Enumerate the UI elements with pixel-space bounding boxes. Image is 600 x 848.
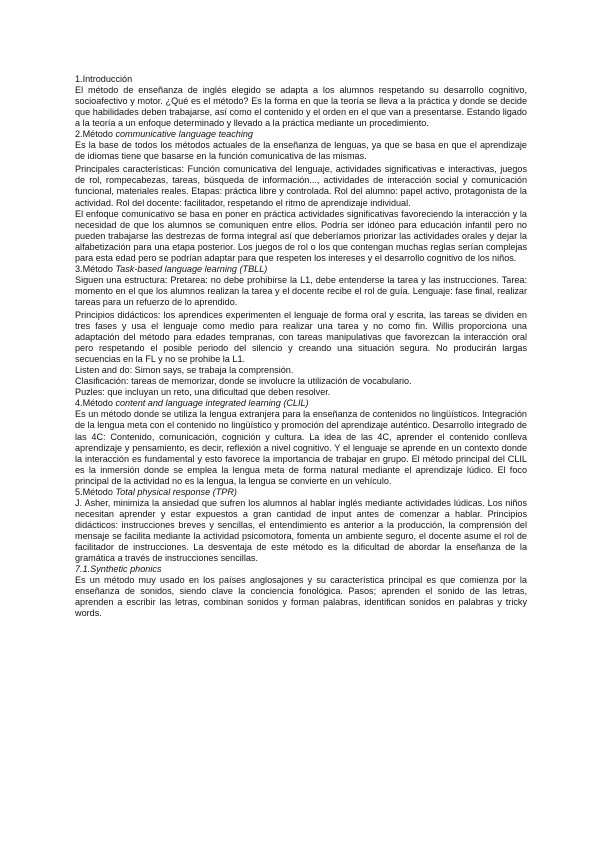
heading-text: 5.Método	[75, 486, 116, 497]
heading-text: 1.Introducción	[75, 74, 133, 84]
heading-text: 4.Método	[75, 398, 116, 409]
document-page	[75, 74, 527, 619]
heading-text: 3.Método	[75, 263, 116, 274]
section-introduccion	[75, 74, 527, 129]
heading-italic-text: Total physical response (TPR)	[115, 486, 237, 497]
section-total-physical-response	[75, 487, 527, 564]
section-heading	[75, 129, 527, 140]
heading-italic-text: 7.1.Synthetic phonics	[75, 564, 162, 575]
paragraph: Puzles: que incluyan un reto, una dificultad que deben resolver.	[75, 387, 331, 398]
paragraph: J. Asher, minimiza la ansiedad que sufren los alumnos al hablar inglés mediante actividades lúdicas. Los niños necesitan aprender y estar expuestos a gran cantidad de input antes de comenzar a hablar. Principios didácticos: instrucciones breves y sencillas, el entendimiento es anterior a la producción, la comprensión del mensaje se facilita mediante la actividad psicomotora, fomenta un ambiente seguro, el docente asume el rol de facilitador de instrucciones. La desventaja de este método es la dificultad de abordar la enseñanza de la gramática a través de instrucciones sencillas.	[75, 497, 527, 564]
section-heading	[75, 487, 527, 498]
section-synthetic-phonics	[75, 564, 527, 619]
paragraph: Clasificación: tareas de memorizar, donde se involucre la utilización de vocabulario.	[75, 376, 412, 387]
paragraph: Es un método donde se utiliza la lengua extranjera para la enseñanza de contenidos no lingüísticos. Integración de la lengua meta con el contenido no lingüístico y promoción del aprendizaje auténtico. Desarrollo integrado de las 4C: Contenido, comunicación, cognición y cultura. La idea de las 4C, aprender el contenido conlleva aprendizaje y pensamiento, es decir, reflexión a nivel cognitivo. Y el lenguaje se aprende en un contexto donde la interacción es fundamental y esto favorece la importancia de trabajar en grupo. El método principal del CLIL es la inmersión donde se emplea la lengua meta de forma natural mediante el aprendizaje lúdico. El foco principal de la actividad no es la lengua, la lengua se convierte en un vehículo.	[75, 409, 527, 486]
paragraph: El método de enseñanza de inglés elegido se adapta a los alumnos respetando su desarrollo cognitivo, socioafectivo y motor. ¿Qué es el método? Es la forma en que la teoría se lleva a la práctica y donde se decide que habilidades deben trabajarse, así como el contenido y el orden en el que van a presentarse. Estando ligado a la teoría a un enfoque determinado y llevado a la práctica mediante un procedimiento.	[75, 85, 527, 129]
section-clil	[75, 398, 527, 486]
paragraph: Principales características: Función comunicativa del lenguaje, actividades significativas e interactivas, juegos de rol, rompecabezas, tareas, búsqueda de información..., actividades de interacción social y comunicación funcional, materiales reales. Etapas: práctica libre y controlada. Rol del alumno: papel activo, protagonista de la actividad. Rol del docente: facilitador, respetando el ritmo de aprendizaje individual.	[75, 164, 527, 208]
heading-italic-text: content and language integrated learning (CLIL)	[115, 398, 309, 409]
paragraph: Es un método muy usado en los países anglosajones y su característica principal es que comienza por la enseñanza de sonidos, siendo clave la conciencia fonológica. Pasos; aprenden el sonido de las letras, aprenden a escribir las letras, combinan sonidos y forman palabras, identifican sonidos en palabras y tricky words.	[75, 575, 527, 619]
paragraph: Siguen una estructura: Pretarea: no debe prohibirse la L1, debe entenderse la tarea y las instrucciones. Tarea: momento en el que los alumnos realizan la tarea y el docente recibe el rol de guía. Lenguaje: fase final, realizar tareas para un refuerzo de lo aprendido.	[75, 274, 527, 307]
section-heading	[75, 74, 527, 85]
paragraph: Es la base de todos los métodos actuales de la enseñanza de lenguas, ya que se basa en que el aprendizaje de idiomas tiene que basarse en la función comunicativa de las mismas.	[75, 140, 527, 162]
section-task-based-language-learning	[75, 264, 527, 399]
section-communicative-language-teaching	[75, 129, 527, 264]
paragraph: El enfoque comunicativo se basa en poner en práctica actividades significativas favoreciendo la interacción y la necesidad de que los alumnos se comuniquen entre ellos. Podría ser idóneo para educación infantil pero no pueden trabajarse las destrezas de forma integral así que deberíamos priorizar las actividades orales y dejar la alfabetización para una etapa posterior. Los juegos de rol o los que contengan muchas reglas serían complejas para esta edad pero se podrían adaptar para que respeten los intereses y el desarrollo cognitivo de los niños.	[75, 208, 527, 263]
heading-text: 2.Método	[75, 129, 116, 140]
section-heading	[75, 264, 527, 275]
paragraph: Principios didácticos: los aprendices experimenten el lenguaje de forma oral y escrita, las tareas se dividen en tres fases y usa el lenguaje como medio para realizar una tarea y no como fin. Willis proporciona una adaptación del método para edades tempranas, con tareas manipulativas que favorezcan la interacción oral pero respetando el posible periodo del silencio y creando una situación segura. No producirán largas secuencias en la FL y no se prohibe la L1.	[75, 309, 527, 365]
heading-italic-text: communicative language teaching	[115, 129, 253, 140]
paragraph: Listen and do: Simon says, se trabaja la comprensión.	[75, 365, 294, 376]
section-heading	[75, 564, 527, 575]
section-heading	[75, 398, 527, 409]
heading-italic-text: Task-based language learning (TBLL)	[115, 263, 268, 274]
